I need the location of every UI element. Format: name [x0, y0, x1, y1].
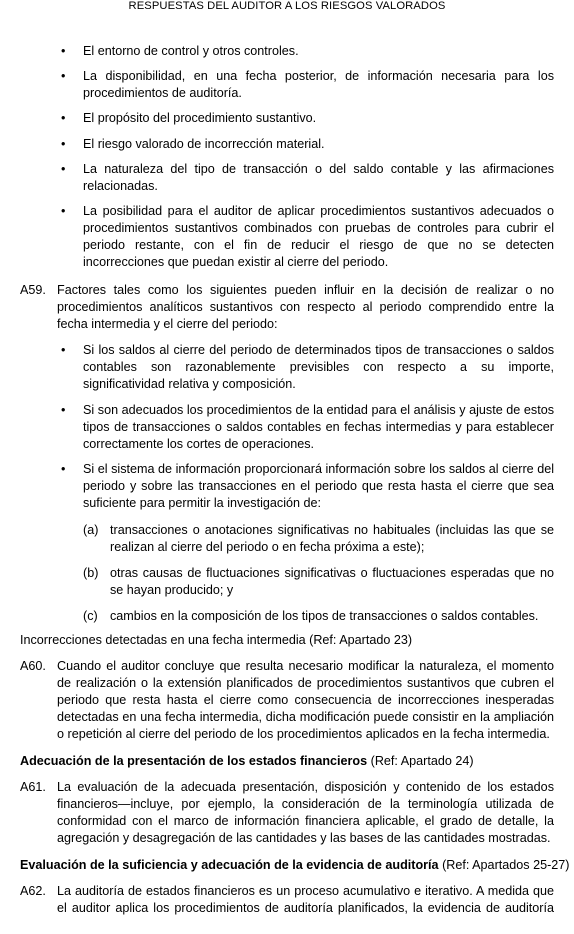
bullet-item: El entorno de control y otros controles.: [83, 44, 299, 58]
section-heading-title: Adecuación de la presentación de los estados financieros: [20, 754, 368, 768]
paragraph-a62: La auditoría de estados financieros es un proceso acumulativo e iterativo. A medida que el auditor aplica los procedimientos de auditoría planificados, la evidencia de auditoría: [57, 884, 554, 915]
subitem-text: otras causas de fluctuaciones significativas o fluctuaciones esperadas que no se hayan producido; y: [110, 566, 554, 597]
subitem-text: cambios en la composición de los tipos de transacciones o saldos contables.: [110, 609, 539, 623]
bullet-glyph: •: [61, 69, 66, 83]
section-heading-ref: (Ref: Apartados 25-27): [442, 858, 570, 872]
subitem-label: (c): [83, 609, 98, 623]
subitem-label: (a): [83, 523, 99, 537]
paragraph-number: A59.: [20, 283, 46, 297]
bullet-glyph: •: [61, 343, 66, 357]
paragraph-number: A61.: [20, 780, 46, 794]
bullet-glyph: •: [61, 204, 66, 218]
paragraph-a59: Factores tales como los siguientes pueden influir en la decisión de realizar o no procedimientos analíticos sustantivos con respecto al periodo comprendido entre la fecha intermedia y el cierre del periodo:: [57, 283, 554, 331]
section-heading: Incorrecciones detectadas en una fecha intermedia (Ref: Apartado 23): [20, 633, 413, 647]
running-header: RESPUESTAS DEL AUDITOR A LOS RIESGOS VALORADOS: [128, 0, 446, 12]
bullet-glyph: •: [61, 462, 66, 476]
bullet-item: La posibilidad para el auditor de aplicar procedimientos sustantivos adecuados o procedimientos sustantivos combinados con pruebas de controles para cubrir el periodo restante, con el fin de reducir el riesgo de que no se detecten incorrecciones que puedan existir al cierre del periodo.: [83, 204, 554, 269]
paragraph-number: A60.: [20, 659, 46, 673]
section-heading: [20, 857, 570, 874]
bullet-glyph: •: [61, 44, 66, 58]
subitem-label: (b): [83, 566, 99, 580]
bullet-glyph: •: [61, 162, 66, 176]
bullet-glyph: •: [61, 137, 66, 151]
subitem-text: transacciones o anotaciones significativas no habituales (incluidas las que se realizan al cierre del periodo o en fecha próxima a este);: [110, 523, 554, 554]
bullet-item: La disponibilidad, en una fecha posterior, de información necesaria para los procedimientos de auditoría.: [83, 69, 554, 100]
section-heading-ref: (Ref: Apartado 24): [370, 754, 474, 768]
bullet-item: El propósito del procedimiento sustantivo.: [83, 111, 317, 125]
bullet-item: El riesgo valorado de incorrección material.: [83, 137, 325, 151]
paragraph-a61: La evaluación de la adecuada presentación, disposición y contenido de los estados financieros—incluye, por ejemplo, la consideración de la terminología utilizada de conformidad con el marco de información financiera aplicable, el grado de detalle, la agregación y desagregación de las cantidades y las bases de las cantidades mostradas.: [57, 780, 554, 845]
bullet-item: Si son adecuados los procedimientos de la entidad para el análisis y ajuste de estos tipos de transacciones o saldos contables en fechas intermedias y para establecer correctamente los cortes de operaciones.: [83, 403, 554, 451]
bullet-glyph: •: [61, 111, 66, 125]
section-heading-title: Evaluación de la suficiencia y adecuación de la evidencia de auditoría: [20, 858, 439, 872]
bullet-item: Si los saldos al cierre del periodo de determinados tipos de transacciones o saldos contables son razonablemente previsibles con respecto a su importe, significatividad relativa y composición.: [83, 343, 554, 391]
paragraph-a60: Cuando el auditor concluye que resulta necesario modificar la naturaleza, el momento de realización o la extensión planificados de procedimientos sustantivos que cubren el periodo que resta hasta el cierre como consecuencia de incorrecciones inesperadas detectadas en una fecha intermedia, dicha modificación puede consistir en la ampliación o repetición al cierre del periodo de los procedimientos aplicados en la fecha intermedia.: [57, 659, 554, 741]
bullet-item: La naturaleza del tipo de transacción o del saldo contable y las afirmaciones relacionadas.: [83, 162, 554, 193]
bullet-item: Si el sistema de información proporcionará información sobre los saldos al cierre del periodo y sobre las transacciones en el periodo que resta hasta el cierre que sea suficiente para permitir la investigación de:: [83, 462, 554, 510]
bullet-glyph: •: [61, 403, 66, 417]
section-heading: [20, 753, 554, 770]
paragraph-number: A62.: [20, 884, 46, 898]
